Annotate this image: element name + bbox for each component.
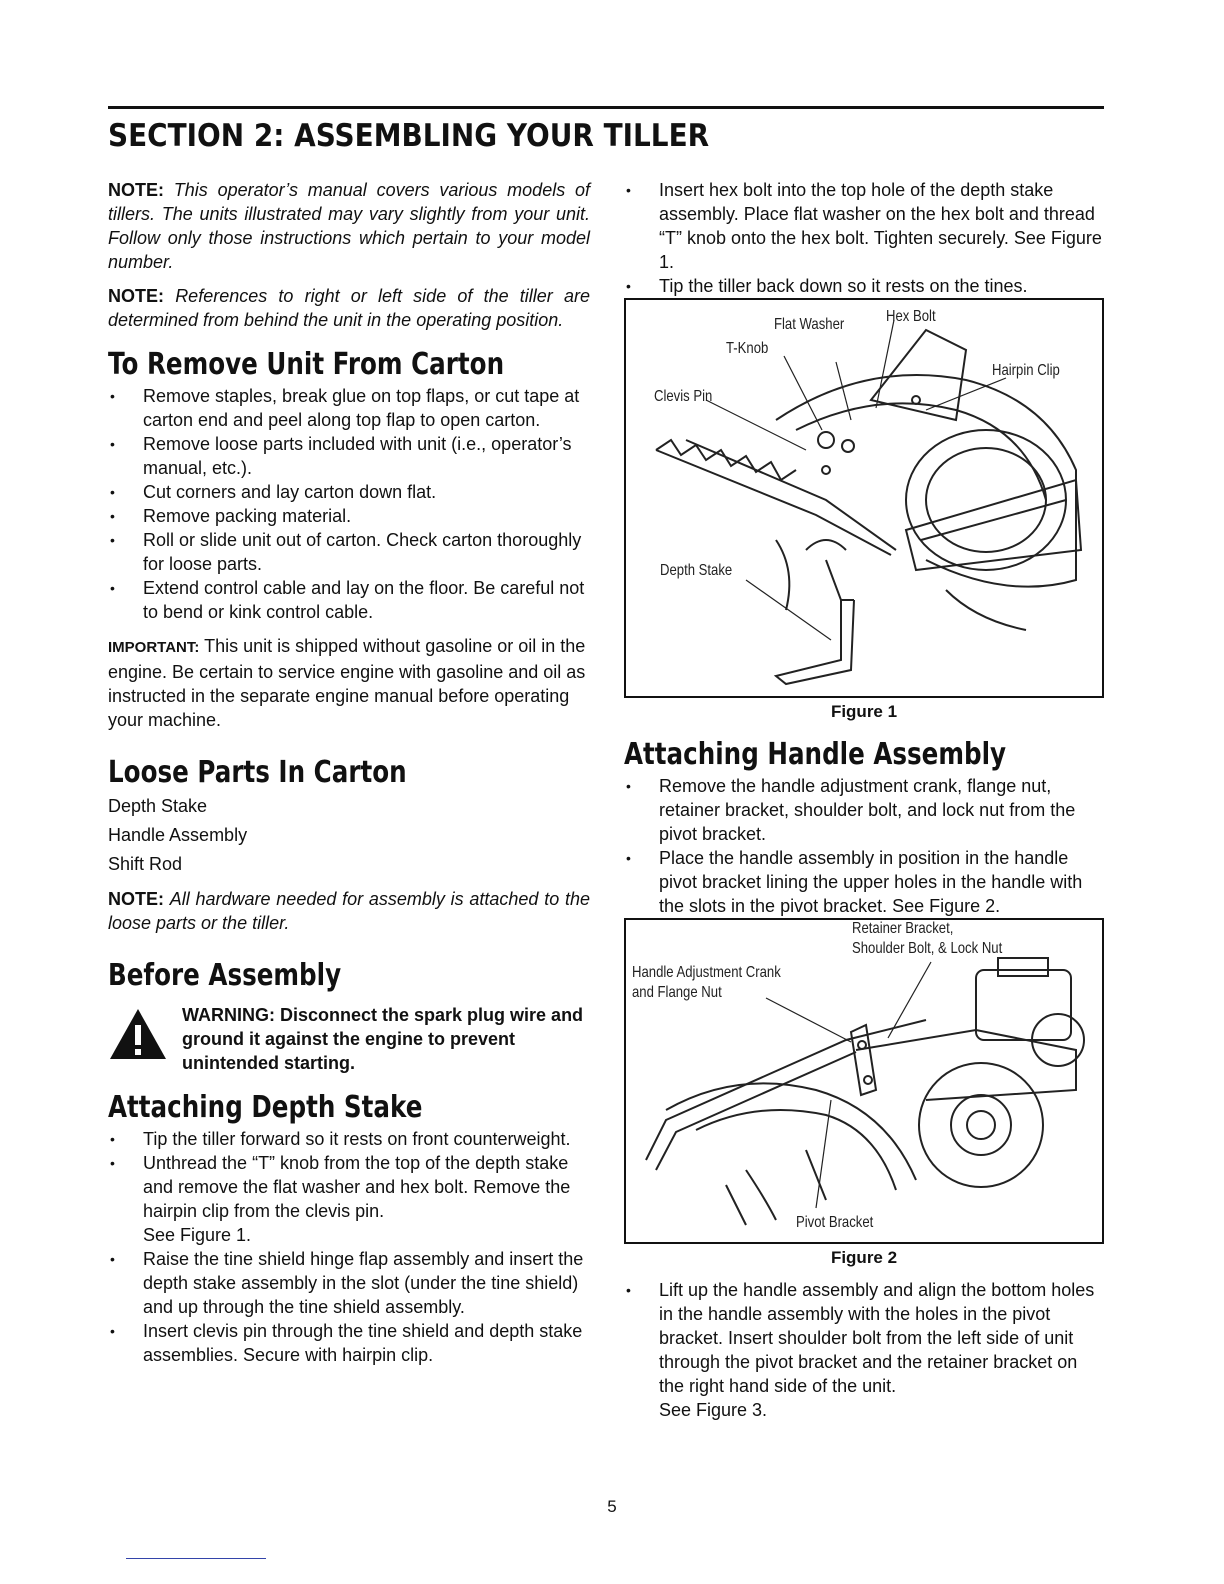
warning-icon xyxy=(108,1007,168,1061)
warning-text: WARNING: Disconnect the spark plug wire and ground it against the engine to prevent unintended starting. xyxy=(182,1005,584,1073)
see-figure-text: See Figure 1. xyxy=(143,1225,252,1245)
figure-2-box xyxy=(624,918,1104,1244)
heading-loose-parts: Loose Parts In Carton xyxy=(108,755,407,790)
list-item xyxy=(624,1398,1104,1422)
important-text: This unit is shipped without gasoline or oil in the engine. Be certain to service engine with gasoline and oil as instructed in the separate engine manual before operating your machine. xyxy=(108,636,586,730)
label-hairpin-clip: Hairpin Clip xyxy=(992,362,1060,379)
handle-assembly-list xyxy=(624,774,1104,918)
section-title: SECTION 2: ASSEMBLING YOUR TILLER xyxy=(108,118,710,154)
label-depth-stake: Depth Stake xyxy=(660,562,733,579)
list-item: • Insert hex bolt into the top hole of the depth stake assembly. Place flat washer on the hex bolt and thread “T” knob onto the hex bolt. Tighten securely. See Figure 1. xyxy=(624,178,1104,274)
list-item: • Extend control cable and lay on the floor. Be careful not to bend or kink control cable. xyxy=(108,576,590,624)
list-item: • Remove the handle adjustment crank, flange nut, retainer bracket, shoulder bolt, and lock nut from the pivot bracket. xyxy=(624,774,1104,846)
heading-before-assembly: Before Assembly xyxy=(108,958,342,993)
label-flat-washer: Flat Washer xyxy=(774,316,845,333)
label-retainer-bracket: Retainer Bracket, xyxy=(852,920,954,937)
list-item: • Roll or slide unit out of carton. Check carton thoroughly for loose parts. xyxy=(108,528,590,576)
note-models xyxy=(108,178,590,274)
list-item: • Remove packing material. xyxy=(108,504,590,528)
list-item: • Tip the tiller back down so it rests on the tines. xyxy=(624,274,1104,298)
top-rule xyxy=(108,106,1104,109)
list-item: • Place the handle assembly in position in the handle pivot bracket lining the upper holes in the handle with the slots in the pivot bracket. See Figure 2. xyxy=(624,846,1104,918)
right-column xyxy=(624,178,1104,1422)
list-item xyxy=(108,1223,590,1247)
label-t-knob: T-Knob xyxy=(726,340,769,357)
depth-stake-list-continued xyxy=(624,178,1104,298)
figure-1-caption: Figure 1 xyxy=(830,702,898,721)
tine-shield-shape xyxy=(776,375,1076,587)
note-text: References to right or left side of the tiller are determined from behind the unit in the operating position. xyxy=(108,286,590,330)
important-label: IMPORTANT: xyxy=(108,639,200,656)
list-item: • Cut corners and lay carton down flat. xyxy=(108,480,590,504)
warning-block xyxy=(108,1003,590,1075)
label-clevis-pin: Clevis Pin xyxy=(654,388,713,405)
loose-part-item: Shift Rod xyxy=(108,854,183,874)
list-item: • Remove staples, break glue on top flaps, or cut tape at carton end and peel along top flap to open carton. xyxy=(108,384,590,432)
list-item: • Raise the tine shield hinge flap assembly and insert the depth stake assembly in the slot (under the tine shield) and up through the tine shield assembly. xyxy=(108,1247,590,1319)
heading-depth-stake: Attaching Depth Stake xyxy=(108,1090,423,1125)
label-pivot-bracket: Pivot Bracket xyxy=(796,1214,874,1231)
important-paragraph xyxy=(108,634,590,732)
loose-part-item: Depth Stake xyxy=(108,796,208,816)
note-label: NOTE: xyxy=(108,889,164,909)
note-label: NOTE: xyxy=(108,286,164,306)
note-label: NOTE: xyxy=(108,180,164,200)
see-figure-text: See Figure 3. xyxy=(659,1400,768,1420)
list-item: • Unthread the “T” knob from the top of the depth stake and remove the flat washer and hex bolt. Remove the hairpin clip from the clevis pin. xyxy=(108,1151,590,1223)
left-column xyxy=(108,178,590,1367)
label-shoulder-bolt-lock-nut: Shoulder Bolt, & Lock Nut xyxy=(852,940,1003,957)
list-item: • Tip the tiller forward so it rests on front counterweight. xyxy=(108,1127,590,1151)
list-item: • Lift up the handle assembly and align the bottom holes in the handle assembly with the holes in the pivot bracket. Insert shoulder bolt from the left side of unit through the pivot bracket and the retainer bracket on the right hand side of the unit. xyxy=(624,1278,1104,1398)
tiller-depth-stake-illustration xyxy=(626,300,1102,696)
page-number: 5 xyxy=(607,1497,617,1516)
figure-2-caption: Figure 2 xyxy=(830,1248,898,1267)
label-flange-nut: and Flange Nut xyxy=(632,984,722,1001)
remove-unit-list xyxy=(108,384,590,624)
list-item: • Insert clevis pin through the tine shield and depth stake assemblies. Secure with hairpin clip. xyxy=(108,1319,590,1367)
note-sides xyxy=(108,284,590,332)
note-hardware xyxy=(108,887,590,935)
depth-stake-list xyxy=(108,1127,590,1367)
loose-part-item: Handle Assembly xyxy=(108,825,248,845)
heading-remove-unit: To Remove Unit From Carton xyxy=(108,347,505,382)
figure-1-box xyxy=(624,298,1104,698)
label-hex-bolt: Hex Bolt xyxy=(886,308,936,325)
footer-underline xyxy=(126,1558,266,1559)
list-item: • Remove loose parts included with unit (i.e., operator’s manual, etc.). xyxy=(108,432,590,480)
label-handle-adjustment-crank: Handle Adjustment Crank xyxy=(632,964,781,981)
heading-handle-assembly: Attaching Handle Assembly xyxy=(624,737,1007,772)
note-text: This operator’s manual covers various models of tillers. The units illustrated may vary slightly from your unit. Follow only those instructions which pertain to your model number. xyxy=(108,180,590,272)
handle-assembly-list-continued xyxy=(624,1278,1104,1422)
note-text: All hardware needed for assembly is attached to the loose parts or the tiller. xyxy=(108,889,590,933)
